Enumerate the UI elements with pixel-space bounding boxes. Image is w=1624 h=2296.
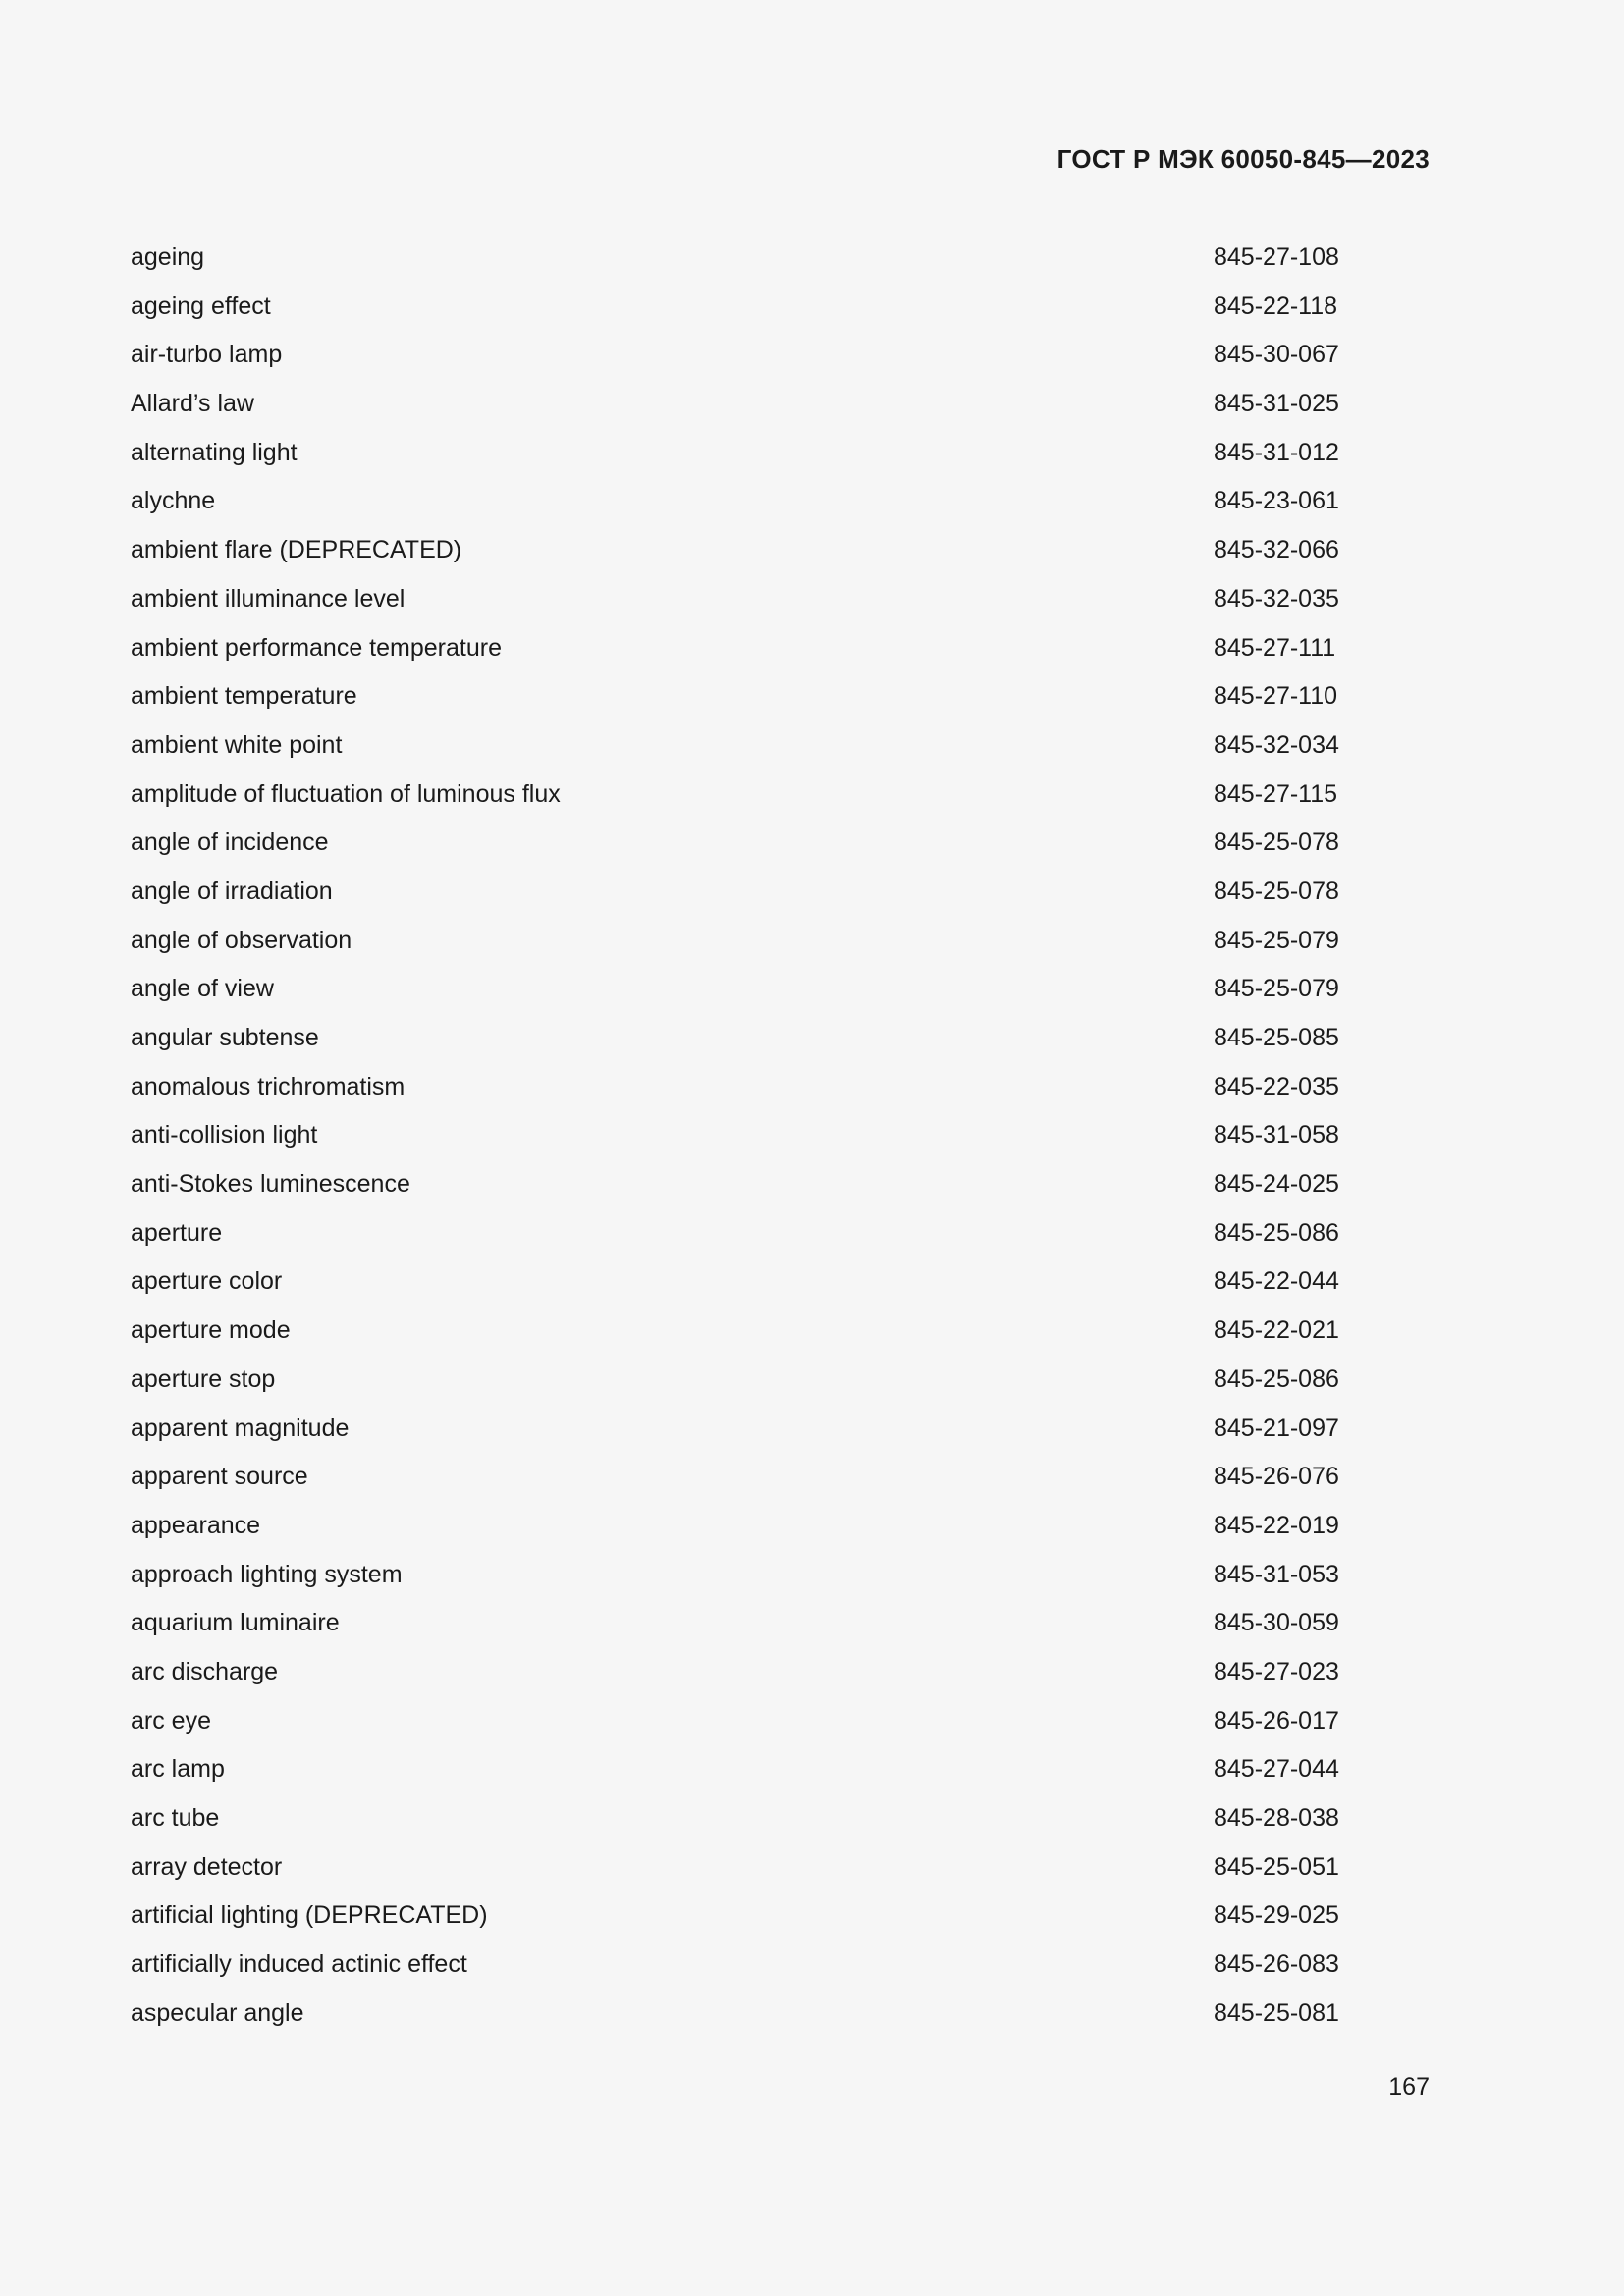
index-term: apparent source — [131, 1463, 308, 1491]
index-reference-number: 845-25-086 — [1214, 1364, 1339, 1393]
index-term: array detector — [131, 1852, 283, 1881]
index-entry — [131, 1259, 1348, 1308]
index-term: ambient white point — [131, 730, 343, 759]
index-entry — [131, 1308, 1348, 1358]
index-reference-number: 845-27-115 — [1214, 779, 1338, 808]
index-term: ambient performance temperature — [131, 633, 502, 662]
index-term: anomalous trichromatism — [131, 1072, 406, 1100]
index-entry — [131, 1113, 1348, 1162]
index-term: ambient temperature — [131, 682, 357, 711]
index-reference-number: 845-25-079 — [1214, 975, 1339, 1003]
index-entry — [131, 723, 1348, 773]
index-entry — [131, 870, 1348, 919]
index-reference-number: 845-31-053 — [1214, 1560, 1339, 1588]
index-entry — [131, 967, 1348, 1016]
index-reference-number: 845-30-067 — [1214, 341, 1339, 369]
index-reference-number: 845-23-061 — [1214, 487, 1339, 515]
index-reference-number: 845-32-035 — [1214, 584, 1339, 613]
index-reference-number: 845-27-110 — [1214, 682, 1338, 711]
index-entry — [131, 1699, 1348, 1748]
index-entry — [131, 1553, 1348, 1602]
index-reference-number: 845-28-038 — [1214, 1804, 1339, 1832]
index-term: ambient illuminance level — [131, 584, 406, 613]
index-reference-number: 845-25-079 — [1214, 926, 1339, 954]
index-term: angular subtense — [131, 1024, 319, 1051]
index-entry — [131, 821, 1348, 870]
index-term: aperture — [131, 1218, 223, 1247]
index-entry — [131, 1016, 1348, 1065]
index-entry — [131, 1407, 1348, 1456]
index-entry — [131, 285, 1348, 334]
index-term: amplitude of fluctuation of luminous flux — [131, 779, 561, 808]
index-term: appearance — [131, 1511, 261, 1539]
index-entry — [131, 1162, 1348, 1211]
index-reference-number: 845-22-118 — [1214, 292, 1338, 320]
index-reference-number: 845-25-081 — [1214, 1999, 1339, 2027]
index-reference-number: 845-25-078 — [1214, 828, 1339, 857]
index-reference-number: 845-31-012 — [1214, 438, 1339, 466]
index-term: alternating light — [131, 438, 298, 466]
index-reference-number: 845-25-085 — [1214, 1024, 1339, 1051]
index-term: aperture stop — [131, 1364, 276, 1393]
index-term: arc eye — [131, 1706, 211, 1735]
index-term: ambient flare (DEPRECATED) — [131, 536, 462, 564]
index-term: aperture color — [131, 1267, 283, 1296]
index-entry — [131, 773, 1348, 822]
index-entry — [131, 1601, 1348, 1650]
index-entry — [131, 577, 1348, 626]
index-term: anti-Stokes luminescence — [131, 1170, 410, 1199]
index-term: ageing effect — [131, 292, 271, 320]
index-reference-number: 845-32-066 — [1214, 536, 1339, 564]
index-reference-number: 845-27-108 — [1214, 243, 1339, 271]
index-entry — [131, 1358, 1348, 1407]
index-term: arc lamp — [131, 1755, 225, 1784]
index-term: aspecular angle — [131, 1999, 304, 2027]
index-entry — [131, 479, 1348, 528]
index-entry — [131, 919, 1348, 968]
index-entry — [131, 674, 1348, 723]
index-reference-number: 845-29-025 — [1214, 1901, 1339, 1930]
index-entry — [131, 236, 1348, 285]
index-term: approach lighting system — [131, 1560, 403, 1588]
index-reference-number: 845-30-059 — [1214, 1609, 1339, 1637]
index-term: alychne — [131, 487, 216, 515]
index-reference-number: 845-22-019 — [1214, 1511, 1339, 1539]
index-term: artificial lighting (DEPRECATED) — [131, 1901, 488, 1930]
index-entry — [131, 1455, 1348, 1504]
index-reference-number: 845-22-044 — [1214, 1267, 1339, 1296]
index-term: arc discharge — [131, 1657, 279, 1685]
index-entry — [131, 333, 1348, 382]
index-term: angle of view — [131, 975, 274, 1003]
index-term: angle of irradiation — [131, 877, 333, 905]
index-entry — [131, 626, 1348, 675]
index-entry — [131, 528, 1348, 577]
index-reference-number: 845-25-078 — [1214, 877, 1339, 905]
index-entry — [131, 1992, 1348, 2041]
index-entry — [131, 382, 1348, 431]
index-term: aquarium luminaire — [131, 1609, 340, 1637]
page-number: 167 — [1388, 2073, 1430, 2101]
index-term: Allard’s law — [131, 390, 254, 418]
index-term: air-turbo lamp — [131, 341, 283, 369]
index-term: angle of observation — [131, 926, 352, 954]
index-entry — [131, 1943, 1348, 1992]
index-term: anti-collision light — [131, 1121, 318, 1149]
index-entry — [131, 1650, 1348, 1699]
index-entry — [131, 1065, 1348, 1114]
index-entry — [131, 431, 1348, 480]
index-reference-number: 845-26-076 — [1214, 1463, 1339, 1491]
index-reference-number: 845-31-025 — [1214, 390, 1339, 418]
index-reference-number: 845-24-025 — [1214, 1170, 1339, 1199]
index-list — [131, 236, 1348, 2040]
index-reference-number: 845-27-044 — [1214, 1755, 1339, 1784]
index-term: angle of incidence — [131, 828, 329, 857]
index-reference-number: 845-26-083 — [1214, 1950, 1339, 1979]
index-entry — [131, 1504, 1348, 1553]
index-entry — [131, 1211, 1348, 1260]
index-entry — [131, 1747, 1348, 1796]
page-header-standard: ГОСТ Р МЭК 60050-845—2023 — [1056, 144, 1430, 174]
index-entry — [131, 1894, 1348, 1943]
index-term: arc tube — [131, 1804, 220, 1832]
index-term: apparent magnitude — [131, 1414, 350, 1442]
index-reference-number: 845-25-086 — [1214, 1218, 1339, 1247]
index-reference-number: 845-26-017 — [1214, 1706, 1339, 1735]
index-reference-number: 845-25-051 — [1214, 1852, 1339, 1881]
index-entry — [131, 1796, 1348, 1845]
index-reference-number: 845-27-023 — [1214, 1657, 1339, 1685]
index-term: ageing — [131, 243, 205, 271]
index-reference-number: 845-21-097 — [1214, 1414, 1339, 1442]
index-reference-number: 845-22-021 — [1214, 1316, 1339, 1345]
index-reference-number: 845-31-058 — [1214, 1121, 1339, 1149]
index-reference-number: 845-22-035 — [1214, 1072, 1339, 1100]
index-reference-number: 845-32-034 — [1214, 730, 1339, 759]
index-entry — [131, 1845, 1348, 1895]
index-term: artificially induced actinic effect — [131, 1950, 467, 1979]
index-term: aperture mode — [131, 1316, 291, 1345]
index-reference-number: 845-27-111 — [1214, 633, 1336, 662]
